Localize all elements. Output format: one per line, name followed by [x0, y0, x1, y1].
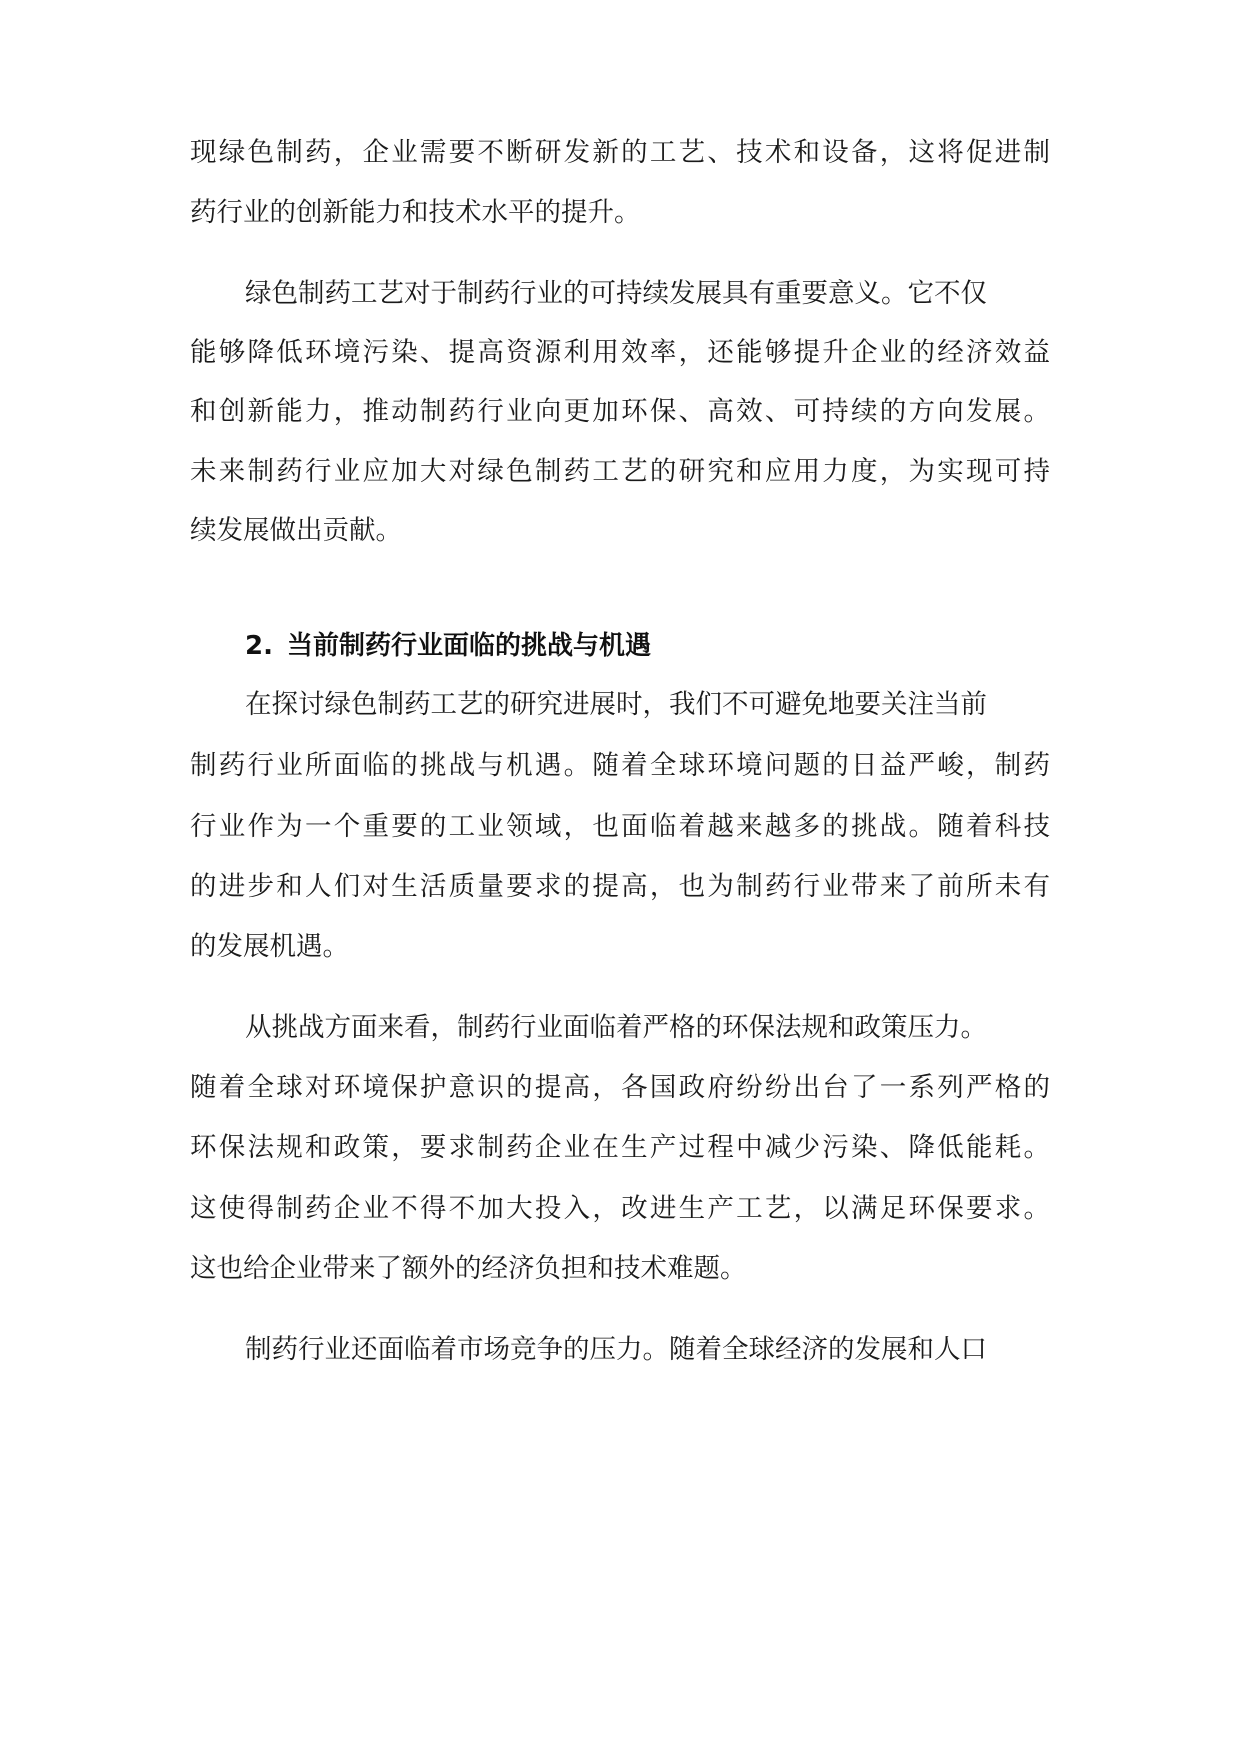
- section-heading-title: 当前制药行业面临的挑战与机遇: [287, 631, 652, 661]
- paragraph-4-line-5: 这也给企业带来了额外的经济负担和技术难题。: [190, 1253, 747, 1284]
- paragraph-4-line-1: 从挑战方面来看，制药行业面临着严格的环保法规和政策压力。: [245, 1012, 987, 1043]
- paragraph-1-line-1: 现绿色制药，企业需要不断研发新的工艺、技术和设备，这将促进制: [190, 137, 1050, 168]
- paragraph-4-line-3: 环保法规和政策，要求制药企业在生产过程中减少污染、降低能耗。: [190, 1132, 1050, 1163]
- paragraph-4-line-2: 随着全球对环境保护意识的提高，各国政府纷纷出台了一系列严格的: [190, 1072, 1050, 1103]
- paragraph-2-line-2: 能够降低环境污染、提高资源利用效率，还能够提升企业的经济效益: [190, 337, 1050, 368]
- paragraph-3-line-5: 的发展机遇。: [190, 931, 349, 962]
- paragraph-3-line-3: 行业作为一个重要的工业领域，也面临着越来越多的挑战。随着科技: [190, 811, 1050, 842]
- paragraph-2-line-5: 续发展做出贡献。: [190, 515, 402, 546]
- paragraph-4-line-4: 这使得制药企业不得不加大投入，改进生产工艺，以满足环保要求。: [190, 1193, 1050, 1224]
- section-heading: [245, 626, 1045, 666]
- paragraph-5-line-1: 制药行业还面临着市场竞争的压力。随着全球经济的发展和人口: [245, 1334, 987, 1365]
- paragraph-1-line-2: 药行业的创新能力和技术水平的提升。: [190, 197, 641, 228]
- paragraph-3-line-2: 制药行业所面临的挑战与机遇。随着全球环境问题的日益严峻，制药: [190, 750, 1050, 781]
- section-heading-number: 2.: [245, 631, 273, 661]
- paragraph-2-line-4: 未来制药行业应加大对绿色制药工艺的研究和应用力度，为实现可持: [190, 456, 1050, 487]
- paragraph-3-line-1: 在探讨绿色制药工艺的研究进展时，我们不可避免地要关注当前: [245, 689, 987, 720]
- paragraph-3-line-4: 的进步和人们对生活质量要求的提高，也为制药行业带来了前所未有: [190, 871, 1050, 902]
- paragraph-2-line-1: 绿色制药工艺对于制药行业的可持续发展具有重要意义。它不仅: [245, 278, 987, 309]
- paragraph-2-line-3: 和创新能力，推动制药行业向更加环保、高效、可持续的方向发展。: [190, 396, 1050, 427]
